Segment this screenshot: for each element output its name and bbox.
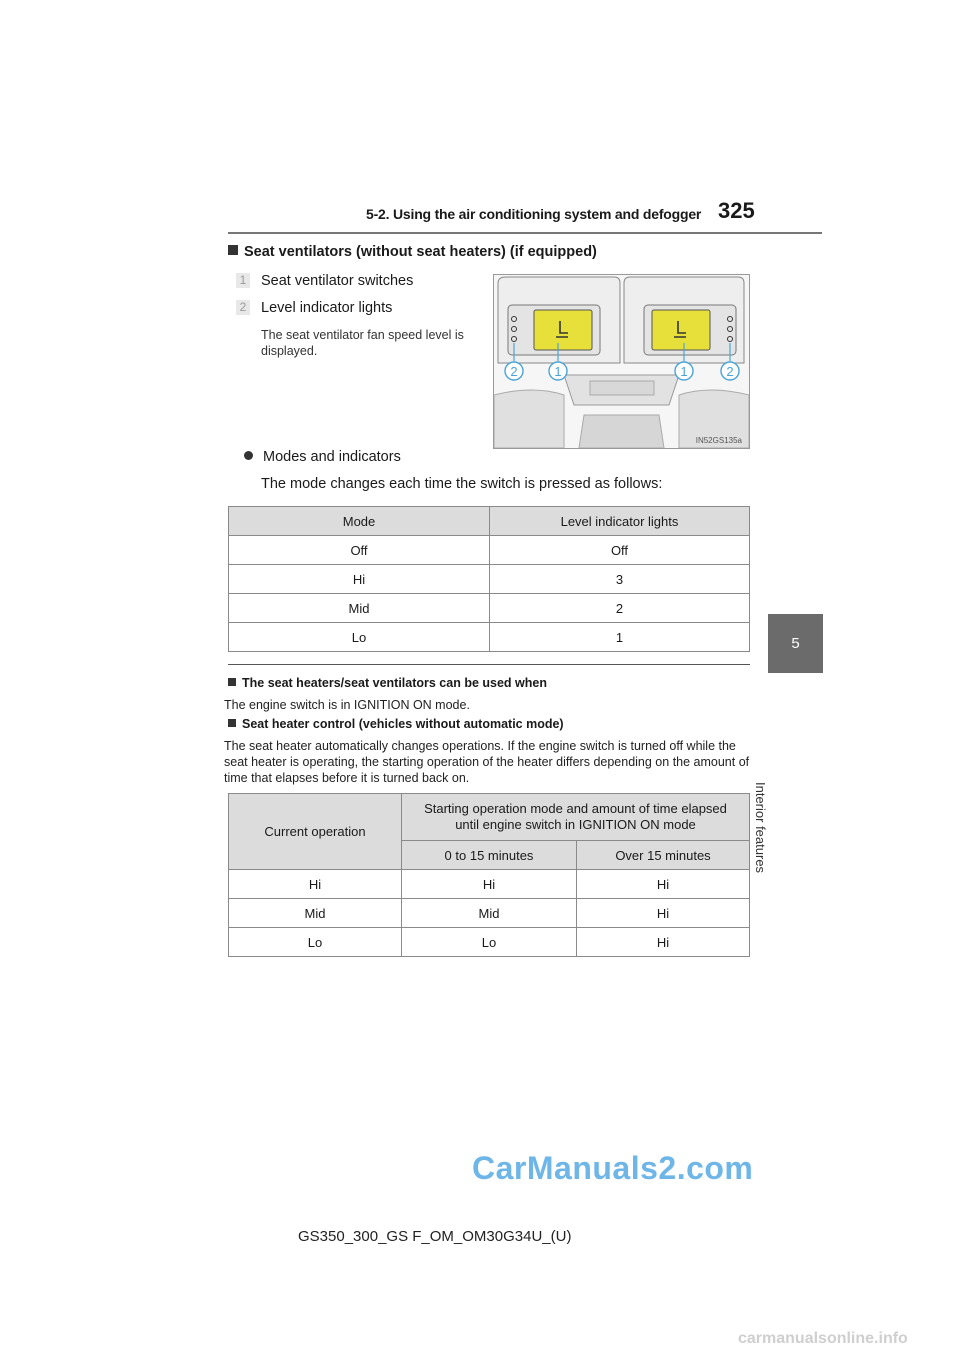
item-number-badge: 1: [236, 273, 250, 288]
table-cell: 1: [490, 623, 750, 652]
header-title: 5-2. Using the air conditioning system and defogger: [366, 206, 702, 222]
item-description: The seat ventilator fan speed level is displayed.: [261, 328, 464, 358]
chapter-label: [753, 680, 788, 874]
table-cell: 2: [490, 594, 750, 623]
table-cell: Lo: [229, 928, 402, 957]
table-header: Level indicator lights: [490, 507, 750, 536]
table-row: [229, 928, 750, 957]
table-cell: Off: [490, 536, 750, 565]
item-label: Seat ventilator switches: [261, 273, 414, 289]
dashboard-illustration: [494, 275, 749, 448]
bullet-heading: [244, 449, 401, 465]
table-cell: Mid: [229, 594, 490, 623]
note-heading: [228, 717, 564, 731]
table-cell: Lo: [229, 623, 490, 652]
table-cell: Hi: [577, 870, 750, 899]
callout-text: 2: [510, 364, 518, 379]
item-number-badge: 2: [236, 300, 250, 315]
table-row: [229, 594, 750, 623]
section-divider: [228, 664, 750, 665]
table-header: Starting operation mode and amount of time elapsed until engine switch in IGNITION ON mode: [402, 794, 750, 841]
square-bullet-icon: [228, 245, 238, 255]
table-row: [229, 623, 750, 652]
table-row: [229, 565, 750, 594]
table-cell: 3: [490, 565, 750, 594]
heater-table: [228, 793, 750, 957]
note-heading-text: Seat heater control (vehicles without automatic mode): [242, 717, 564, 731]
header-rule: [228, 232, 822, 234]
table-cell: Hi: [229, 870, 402, 899]
table-header: Current operation: [229, 794, 402, 870]
table-cell: Hi: [402, 870, 577, 899]
callout-text: 1: [680, 364, 688, 379]
page-number: 325: [718, 198, 755, 223]
table-cell: Hi: [577, 928, 750, 957]
chapter-label-text: Interior features: [753, 782, 768, 874]
illustration-code: IN52GS135a: [695, 436, 742, 445]
note-text: The engine switch is in IGNITION ON mode.: [224, 698, 470, 712]
table-header: 0 to 15 minutes: [402, 841, 577, 870]
note-text: The seat heater automatically changes operations. If the engine switch is turned off while the seat heater is operating, the starting operation of the heater differs depending on the amount of time that elapses before it is turned back on.: [224, 739, 750, 785]
table-row: [229, 536, 750, 565]
table-row: [229, 899, 750, 928]
table-row: [229, 870, 750, 899]
footer-code: GS350_300_GS F_OM_OM30G34U_(U): [298, 1228, 572, 1245]
chapter-number: 5: [791, 635, 800, 652]
table-cell: Mid: [402, 899, 577, 928]
table-cell: Mid: [229, 899, 402, 928]
square-bullet-icon: [228, 678, 236, 686]
chapter-tab: [768, 614, 823, 673]
table-cell: Lo: [402, 928, 577, 957]
table-cell: Off: [229, 536, 490, 565]
note-heading: [228, 676, 547, 690]
bullet-dot-icon: [244, 451, 253, 460]
mode-table: [228, 506, 750, 652]
seat-ventilator-illustration: [493, 274, 750, 449]
square-bullet-icon: [228, 719, 236, 727]
section-heading: [228, 244, 597, 260]
watermark-logo: CarManuals2.com: [472, 1150, 754, 1186]
note-heading-text: The seat heaters/seat ventilators can be used when: [242, 676, 547, 690]
table-cell: Hi: [577, 899, 750, 928]
watermark-url: carmanualsonline.info: [738, 1330, 908, 1347]
bullet-heading-text: Modes and indicators: [263, 449, 401, 465]
item-label: Level indicator lights: [261, 300, 393, 316]
bullet-text: The mode changes each time the switch is pressed as follows:: [261, 476, 663, 492]
table-cell: Hi: [229, 565, 490, 594]
table-header: Mode: [229, 507, 490, 536]
callout-text: 2: [726, 364, 734, 379]
section-heading-text: Seat ventilators (without seat heaters) (if equipped): [244, 244, 597, 260]
callout-text: 1: [554, 364, 562, 379]
table-header: Over 15 minutes: [577, 841, 750, 870]
